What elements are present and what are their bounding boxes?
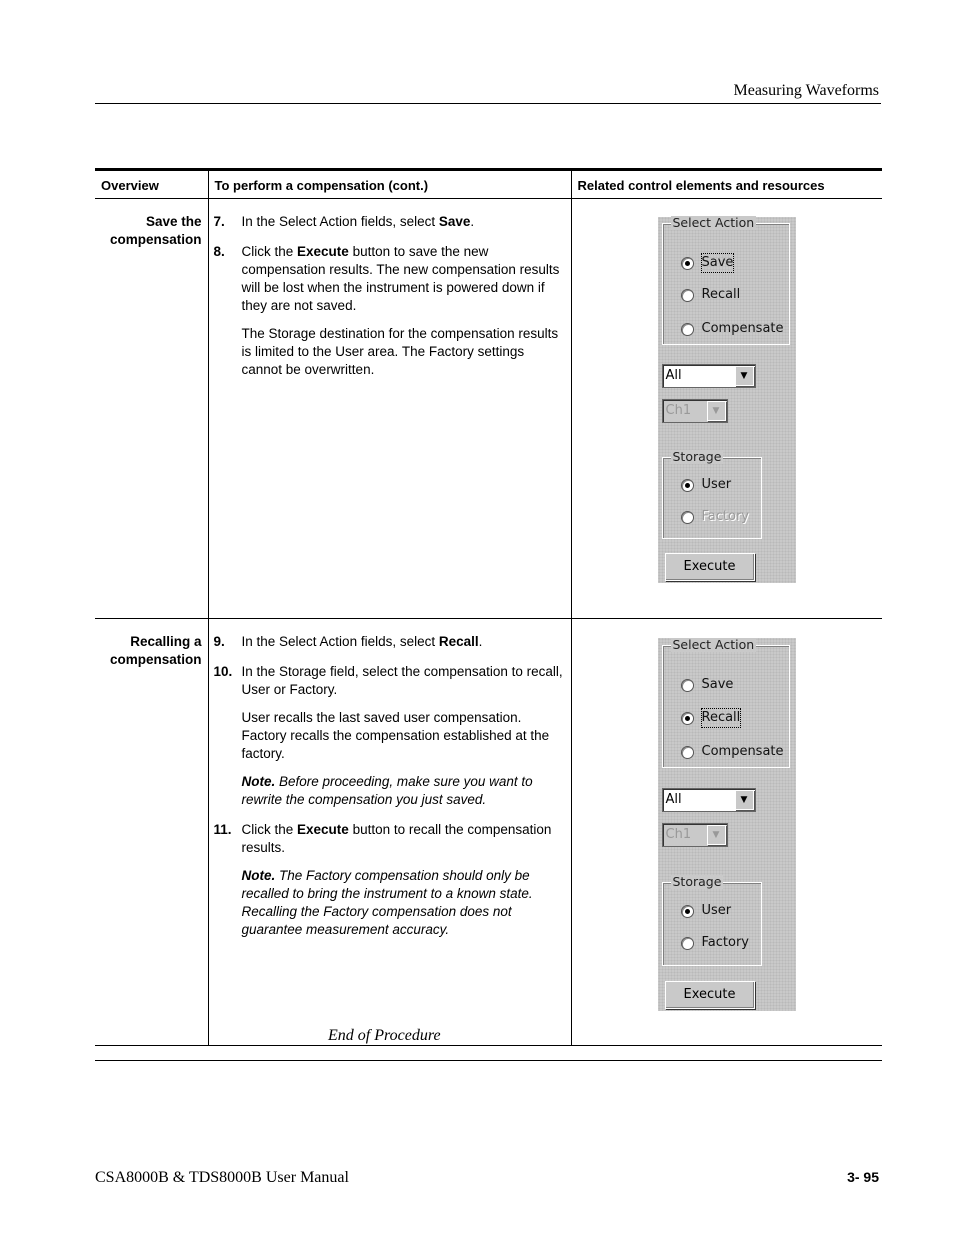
save-radio[interactable] bbox=[681, 254, 734, 272]
step-number: 8. bbox=[213, 244, 225, 259]
save-radio[interactable] bbox=[681, 676, 734, 694]
select-action-legend: Select Action bbox=[672, 637, 755, 652]
recall-paragraph: User recalls the last saved user compensation. Factory recalls the compensation established at the factory. bbox=[241, 710, 550, 761]
step-keyword: Execute bbox=[297, 244, 349, 259]
step-keyword: Execute bbox=[297, 822, 349, 837]
storage-legend: Storage bbox=[672, 874, 722, 889]
radio-label: Factory bbox=[701, 935, 749, 950]
select-action-group bbox=[662, 215, 790, 345]
radio-label: User bbox=[701, 903, 732, 918]
radio-selected-icon bbox=[681, 712, 694, 725]
step-8 bbox=[214, 243, 567, 315]
chevron-down-icon[interactable]: ▼ bbox=[735, 790, 754, 810]
related-header: Related control elements and resources bbox=[571, 170, 882, 199]
step-number: 7. bbox=[213, 214, 225, 229]
end-rule bbox=[95, 1060, 882, 1061]
table-header-row bbox=[95, 170, 882, 199]
note-label: Note. bbox=[241, 868, 276, 883]
radio-unselected-icon bbox=[681, 746, 694, 759]
select-action-legend: Select Action bbox=[672, 215, 755, 230]
select-value: All bbox=[665, 368, 682, 383]
radio-selected-icon bbox=[681, 905, 694, 918]
execute-button[interactable]: Execute bbox=[665, 553, 755, 581]
radio-unselected-icon bbox=[681, 511, 694, 524]
overview-header: Overview bbox=[95, 170, 208, 199]
radio-label: Compensate bbox=[701, 321, 784, 336]
channel-scope-select[interactable] bbox=[662, 788, 756, 812]
select-value: Ch1 bbox=[665, 827, 692, 842]
storage-group bbox=[662, 874, 762, 966]
radio-label: Save bbox=[701, 255, 734, 270]
step-text: Click the bbox=[241, 822, 298, 837]
note-paragraph bbox=[242, 773, 567, 809]
radio-unselected-icon bbox=[681, 679, 694, 692]
procedure-table bbox=[95, 168, 882, 1046]
select-value: Ch1 bbox=[665, 403, 692, 418]
step-number: 11. bbox=[213, 822, 232, 837]
storage-group bbox=[662, 449, 762, 539]
factory-radio[interactable] bbox=[681, 934, 750, 952]
header-rule bbox=[95, 103, 881, 104]
recall-radio[interactable] bbox=[681, 709, 741, 727]
storage-legend: Storage bbox=[672, 449, 722, 464]
user-radio[interactable] bbox=[681, 476, 732, 494]
compensation-panel-recall bbox=[658, 638, 796, 1011]
note-text: Before proceeding, make sure you want to rewrite the compensation you just saved. bbox=[241, 774, 533, 807]
overview-line: Save the bbox=[145, 214, 202, 229]
step-number: 9. bbox=[213, 634, 225, 649]
recall-radio[interactable] bbox=[681, 286, 741, 304]
step-text: In the Select Action fields, select bbox=[241, 634, 439, 649]
chevron-down-icon: ▼ bbox=[707, 825, 726, 845]
radio-label: Factory bbox=[701, 509, 749, 524]
overview-cell bbox=[95, 199, 208, 619]
channel-select bbox=[662, 823, 728, 847]
overview-line: compensation bbox=[109, 652, 202, 667]
step-7 bbox=[214, 213, 567, 231]
radio-unselected-icon bbox=[681, 289, 694, 302]
step-keyword: Recall bbox=[438, 634, 479, 649]
step-text: In the Storage field, select the compensation to recall, User or Factory. bbox=[241, 664, 563, 697]
step-text: Click the bbox=[241, 244, 298, 259]
channel-select bbox=[662, 399, 728, 423]
radio-selected-icon bbox=[681, 479, 694, 492]
overview-cell bbox=[95, 619, 208, 1046]
radio-label: Save bbox=[701, 677, 734, 692]
select-action-group bbox=[662, 637, 790, 768]
step-9 bbox=[214, 633, 567, 651]
step-10 bbox=[214, 663, 567, 699]
steps-cell bbox=[208, 619, 571, 1046]
page-number: 3- 95 bbox=[847, 1169, 879, 1185]
execute-button[interactable]: Execute bbox=[665, 981, 755, 1009]
overview-line: compensation bbox=[109, 232, 202, 247]
note-text: The Factory compensation should only be recalled to bring the instrument to a known state. Recalling the Factory compensation does not guarantee measurement accuracy. bbox=[241, 868, 533, 937]
factory-radio bbox=[681, 508, 750, 526]
compensate-radio[interactable] bbox=[681, 743, 784, 761]
note-label: Note. bbox=[241, 774, 276, 789]
related-cell bbox=[571, 619, 882, 1046]
step-11 bbox=[214, 821, 567, 857]
select-value: All bbox=[665, 792, 682, 807]
radio-label: Recall bbox=[701, 710, 741, 725]
radio-selected-icon bbox=[681, 257, 694, 270]
radio-unselected-icon bbox=[681, 937, 694, 950]
step-text: . bbox=[470, 214, 475, 229]
step-keyword: Save bbox=[438, 214, 471, 229]
step-text: In the Select Action fields, select bbox=[241, 214, 439, 229]
chevron-down-icon: ▼ bbox=[707, 401, 726, 421]
channel-scope-select[interactable] bbox=[662, 364, 756, 388]
radio-unselected-icon bbox=[681, 323, 694, 336]
procedure-header: To perform a compensation (cont.) bbox=[208, 170, 571, 199]
chevron-down-icon[interactable]: ▼ bbox=[735, 366, 754, 386]
step-text: . bbox=[478, 634, 483, 649]
manual-title: CSA8000B & TDS8000B User Manual bbox=[95, 1169, 349, 1186]
step-number: 10. bbox=[213, 664, 233, 679]
user-radio[interactable] bbox=[681, 902, 732, 920]
compensation-panel-save bbox=[658, 217, 796, 583]
end-of-procedure: End of Procedure bbox=[328, 1027, 441, 1044]
overview-line: Recalling a bbox=[130, 634, 202, 649]
running-header: Measuring Waveforms bbox=[733, 82, 879, 99]
table-row-save bbox=[95, 199, 882, 619]
radio-label: Compensate bbox=[701, 744, 784, 759]
note-paragraph bbox=[242, 867, 567, 939]
radio-label: Recall bbox=[701, 287, 741, 302]
radio-label: User bbox=[701, 477, 732, 492]
related-cell bbox=[571, 199, 882, 619]
table-row-recall bbox=[95, 619, 882, 1046]
steps-cell bbox=[208, 199, 571, 619]
step-text: button to recall the compensation results. bbox=[241, 822, 552, 855]
compensate-radio[interactable] bbox=[681, 320, 784, 338]
step-text: button to save the new compensation results. The new compensation results will be lost when the instrument is powered down if they are not saved. bbox=[241, 244, 560, 313]
storage-paragraph: The Storage destination for the compensation results is limited to the User area. The Factory settings cannot be overwritten. bbox=[241, 326, 559, 377]
